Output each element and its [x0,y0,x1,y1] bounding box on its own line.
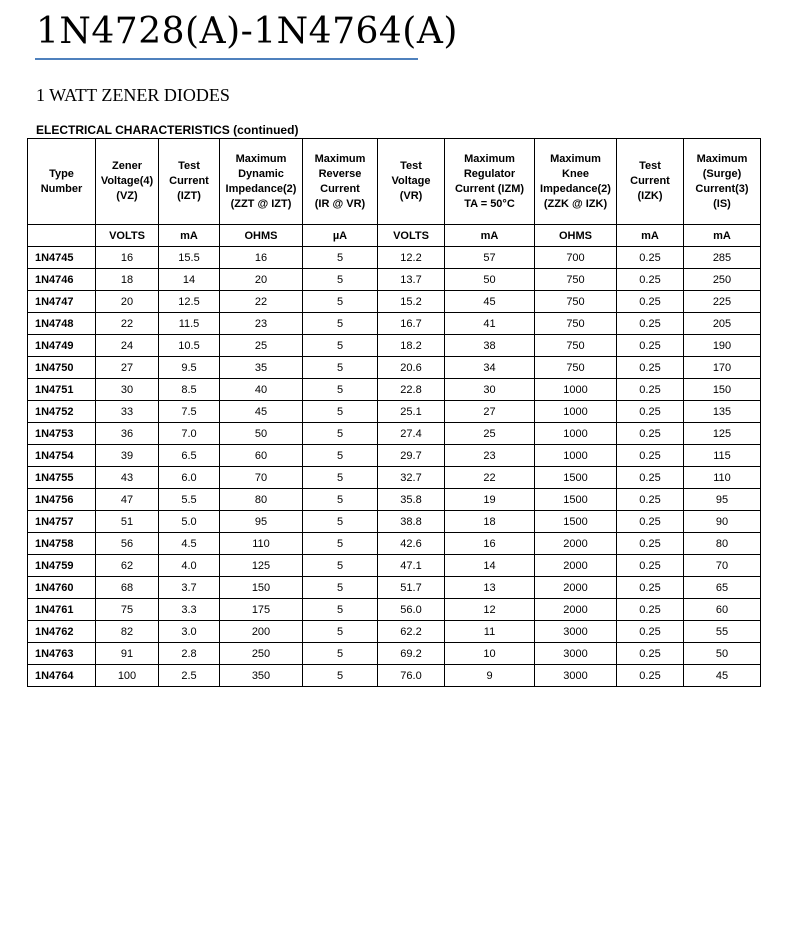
cell-max-dynamic-impedance: 110 [220,533,303,555]
cell-max-dynamic-impedance: 250 [220,643,303,665]
cell-test-current: 10.5 [159,335,220,357]
unit-cell: mA [684,225,761,247]
cell-max-knee-impedance: 3000 [535,643,617,665]
cell-max-regulator-current: 11 [445,621,535,643]
cell-zener-voltage: 18 [96,269,159,291]
electrical-characteristics-table [27,138,761,687]
cell-max-dynamic-impedance: 50 [220,423,303,445]
cell-test-current: 3.7 [159,577,220,599]
cell-type-number: 1N4754 [28,445,96,467]
cell-max-knee-impedance: 750 [535,335,617,357]
cell-type-number: 1N4755 [28,467,96,489]
units-row [28,225,761,247]
cell-max-dynamic-impedance: 22 [220,291,303,313]
cell-zener-voltage: 24 [96,335,159,357]
cell-max-reverse-current: 5 [303,247,378,269]
cell-max-reverse-current: 5 [303,423,378,445]
cell-max-dynamic-impedance: 125 [220,555,303,577]
cell-max-dynamic-impedance: 16 [220,247,303,269]
header-max-dynamic-impedance: Maximum Dynamic Impedance(2) (ZZT @ IZT) [220,139,303,225]
cell-max-reverse-current: 5 [303,313,378,335]
cell-test-current-izk: 0.25 [617,643,684,665]
cell-max-reverse-current: 5 [303,335,378,357]
cell-type-number: 1N4753 [28,423,96,445]
cell-test-voltage: 56.0 [378,599,445,621]
cell-test-current-izk: 0.25 [617,489,684,511]
cell-test-current: 9.5 [159,357,220,379]
cell-test-voltage: 13.7 [378,269,445,291]
cell-type-number: 1N4748 [28,313,96,335]
cell-max-reverse-current: 5 [303,401,378,423]
cell-max-regulator-current: 22 [445,467,535,489]
cell-test-current: 15.5 [159,247,220,269]
header-test-current-izk: Test Current (IZK) [617,139,684,225]
cell-test-current: 3.0 [159,621,220,643]
cell-zener-voltage: 68 [96,577,159,599]
cell-test-current: 12.5 [159,291,220,313]
cell-max-knee-impedance: 3000 [535,621,617,643]
table-row [28,357,761,379]
cell-test-current: 7.5 [159,401,220,423]
cell-max-surge-current: 125 [684,423,761,445]
cell-test-voltage: 25.1 [378,401,445,423]
cell-max-regulator-current: 12 [445,599,535,621]
cell-test-voltage: 69.2 [378,643,445,665]
cell-max-knee-impedance: 1000 [535,379,617,401]
cell-zener-voltage: 62 [96,555,159,577]
table-row [28,423,761,445]
header-max-surge-current: Maximum (Surge) Current(3) (IS) [684,139,761,225]
cell-max-knee-impedance: 1500 [535,489,617,511]
table-body [28,247,761,687]
table-row [28,621,761,643]
cell-max-reverse-current: 5 [303,599,378,621]
cell-max-surge-current: 150 [684,379,761,401]
cell-max-surge-current: 65 [684,577,761,599]
header-type-number: Type Number [28,139,96,225]
table-row [28,467,761,489]
cell-max-reverse-current: 5 [303,555,378,577]
cell-test-current: 6.5 [159,445,220,467]
cell-max-regulator-current: 9 [445,665,535,687]
cell-max-surge-current: 225 [684,291,761,313]
cell-type-number: 1N4761 [28,599,96,621]
cell-max-regulator-current: 38 [445,335,535,357]
cell-max-surge-current: 45 [684,665,761,687]
cell-max-surge-current: 90 [684,511,761,533]
cell-type-number: 1N4747 [28,291,96,313]
cell-test-voltage: 76.0 [378,665,445,687]
cell-zener-voltage: 43 [96,467,159,489]
cell-test-voltage: 12.2 [378,247,445,269]
section-label: ELECTRICAL CHARACTERISTICS (continued) [36,123,299,137]
cell-max-reverse-current: 5 [303,291,378,313]
cell-max-dynamic-impedance: 200 [220,621,303,643]
cell-type-number: 1N4760 [28,577,96,599]
unit-cell: mA [617,225,684,247]
cell-max-reverse-current: 5 [303,511,378,533]
cell-max-knee-impedance: 2000 [535,577,617,599]
cell-test-current-izk: 0.25 [617,357,684,379]
cell-zener-voltage: 33 [96,401,159,423]
page-subtitle: 1 WATT ZENER DIODES [36,85,230,105]
cell-type-number: 1N4763 [28,643,96,665]
cell-max-regulator-current: 30 [445,379,535,401]
cell-test-current-izk: 0.25 [617,511,684,533]
cell-max-knee-impedance: 1500 [535,511,617,533]
cell-zener-voltage: 16 [96,247,159,269]
cell-test-current-izk: 0.25 [617,379,684,401]
cell-max-dynamic-impedance: 150 [220,577,303,599]
cell-max-knee-impedance: 2000 [535,555,617,577]
cell-zener-voltage: 100 [96,665,159,687]
cell-test-voltage: 42.6 [378,533,445,555]
cell-type-number: 1N4752 [28,401,96,423]
cell-test-current: 11.5 [159,313,220,335]
table-row [28,665,761,687]
cell-test-current: 2.8 [159,643,220,665]
cell-test-current-izk: 0.25 [617,577,684,599]
cell-max-knee-impedance: 1000 [535,401,617,423]
header-zener-voltage: Zener Voltage(4) (VZ) [96,139,159,225]
unit-cell [28,225,96,247]
unit-cell: VOLTS [96,225,159,247]
cell-max-reverse-current: 5 [303,665,378,687]
cell-max-regulator-current: 25 [445,423,535,445]
cell-type-number: 1N4749 [28,335,96,357]
cell-test-voltage: 18.2 [378,335,445,357]
cell-zener-voltage: 51 [96,511,159,533]
cell-max-regulator-current: 10 [445,643,535,665]
cell-test-current: 7.0 [159,423,220,445]
cell-max-dynamic-impedance: 175 [220,599,303,621]
cell-max-surge-current: 80 [684,533,761,555]
table-row [28,269,761,291]
cell-zener-voltage: 75 [96,599,159,621]
table-row [28,445,761,467]
cell-test-current: 6.0 [159,467,220,489]
cell-max-knee-impedance: 750 [535,291,617,313]
cell-test-current-izk: 0.25 [617,291,684,313]
cell-max-dynamic-impedance: 80 [220,489,303,511]
table-row [28,533,761,555]
cell-max-knee-impedance: 1000 [535,445,617,467]
cell-zener-voltage: 47 [96,489,159,511]
unit-cell: mA [159,225,220,247]
cell-max-regulator-current: 57 [445,247,535,269]
cell-zener-voltage: 56 [96,533,159,555]
cell-type-number: 1N4751 [28,379,96,401]
cell-max-regulator-current: 18 [445,511,535,533]
cell-max-dynamic-impedance: 40 [220,379,303,401]
cell-test-current: 4.5 [159,533,220,555]
cell-max-regulator-current: 16 [445,533,535,555]
cell-max-reverse-current: 5 [303,643,378,665]
cell-max-surge-current: 285 [684,247,761,269]
cell-max-dynamic-impedance: 60 [220,445,303,467]
cell-max-reverse-current: 5 [303,489,378,511]
cell-max-regulator-current: 34 [445,357,535,379]
cell-test-current: 4.0 [159,555,220,577]
cell-test-current: 2.5 [159,665,220,687]
cell-max-surge-current: 70 [684,555,761,577]
cell-test-current: 5.5 [159,489,220,511]
cell-max-surge-current: 50 [684,643,761,665]
cell-max-knee-impedance: 750 [535,269,617,291]
cell-max-regulator-current: 19 [445,489,535,511]
cell-max-knee-impedance: 2000 [535,533,617,555]
cell-max-regulator-current: 14 [445,555,535,577]
cell-type-number: 1N4750 [28,357,96,379]
cell-test-current: 8.5 [159,379,220,401]
cell-zener-voltage: 22 [96,313,159,335]
cell-max-surge-current: 205 [684,313,761,335]
cell-max-dynamic-impedance: 25 [220,335,303,357]
cell-test-voltage: 15.2 [378,291,445,313]
cell-max-regulator-current: 23 [445,445,535,467]
cell-test-voltage: 47.1 [378,555,445,577]
cell-max-knee-impedance: 3000 [535,665,617,687]
unit-cell: µA [303,225,378,247]
cell-test-voltage: 27.4 [378,423,445,445]
cell-max-reverse-current: 5 [303,577,378,599]
cell-max-dynamic-impedance: 45 [220,401,303,423]
cell-max-reverse-current: 5 [303,379,378,401]
title-underline [35,58,418,60]
header-test-current: Test Current (IZT) [159,139,220,225]
table-row [28,577,761,599]
cell-test-current-izk: 0.25 [617,269,684,291]
cell-test-voltage: 32.7 [378,467,445,489]
cell-max-regulator-current: 50 [445,269,535,291]
cell-test-current-izk: 0.25 [617,401,684,423]
cell-max-dynamic-impedance: 70 [220,467,303,489]
cell-zener-voltage: 36 [96,423,159,445]
cell-zener-voltage: 30 [96,379,159,401]
cell-max-regulator-current: 41 [445,313,535,335]
cell-zener-voltage: 82 [96,621,159,643]
cell-max-reverse-current: 5 [303,269,378,291]
cell-type-number: 1N4756 [28,489,96,511]
table-row [28,291,761,313]
unit-cell: mA [445,225,535,247]
cell-max-surge-current: 190 [684,335,761,357]
page-title: 1N4728(A)-1N4764(A) [36,11,458,52]
cell-max-dynamic-impedance: 35 [220,357,303,379]
cell-test-current-izk: 0.25 [617,445,684,467]
cell-test-current-izk: 0.25 [617,423,684,445]
cell-max-regulator-current: 45 [445,291,535,313]
cell-max-surge-current: 135 [684,401,761,423]
table-row [28,489,761,511]
header-test-voltage: Test Voltage (VR) [378,139,445,225]
cell-max-regulator-current: 27 [445,401,535,423]
cell-test-current-izk: 0.25 [617,335,684,357]
cell-max-knee-impedance: 700 [535,247,617,269]
cell-test-current-izk: 0.25 [617,467,684,489]
cell-max-regulator-current: 13 [445,577,535,599]
table-row [28,247,761,269]
table-row [28,599,761,621]
cell-test-current-izk: 0.25 [617,247,684,269]
cell-max-surge-current: 170 [684,357,761,379]
cell-zener-voltage: 27 [96,357,159,379]
cell-test-voltage: 16.7 [378,313,445,335]
cell-max-reverse-current: 5 [303,445,378,467]
cell-zener-voltage: 39 [96,445,159,467]
cell-test-voltage: 29.7 [378,445,445,467]
cell-test-voltage: 51.7 [378,577,445,599]
unit-cell: OHMS [220,225,303,247]
cell-max-surge-current: 110 [684,467,761,489]
cell-max-surge-current: 60 [684,599,761,621]
cell-type-number: 1N4764 [28,665,96,687]
cell-max-reverse-current: 5 [303,467,378,489]
unit-cell: OHMS [535,225,617,247]
cell-max-knee-impedance: 2000 [535,599,617,621]
cell-test-current-izk: 0.25 [617,599,684,621]
cell-type-number: 1N4758 [28,533,96,555]
table-row [28,379,761,401]
cell-zener-voltage: 20 [96,291,159,313]
table-row [28,313,761,335]
table-row [28,643,761,665]
cell-test-current-izk: 0.25 [617,665,684,687]
cell-type-number: 1N4745 [28,247,96,269]
cell-max-knee-impedance: 750 [535,313,617,335]
cell-max-surge-current: 55 [684,621,761,643]
cell-test-current: 5.0 [159,511,220,533]
cell-zener-voltage: 91 [96,643,159,665]
cell-max-surge-current: 95 [684,489,761,511]
cell-max-dynamic-impedance: 95 [220,511,303,533]
cell-max-surge-current: 250 [684,269,761,291]
cell-test-current-izk: 0.25 [617,313,684,335]
cell-type-number: 1N4757 [28,511,96,533]
header-max-knee-impedance: Maximum Knee Impedance(2) (ZZK @ IZK) [535,139,617,225]
cell-test-current-izk: 0.25 [617,621,684,643]
cell-max-knee-impedance: 750 [535,357,617,379]
cell-test-voltage: 20.6 [378,357,445,379]
cell-max-dynamic-impedance: 350 [220,665,303,687]
cell-max-reverse-current: 5 [303,621,378,643]
cell-max-dynamic-impedance: 20 [220,269,303,291]
cell-test-voltage: 38.8 [378,511,445,533]
header-max-regulator-current: Maximum Regulator Current (IZM) TA = 50°C [445,139,535,225]
unit-cell: VOLTS [378,225,445,247]
cell-test-current: 14 [159,269,220,291]
cell-type-number: 1N4746 [28,269,96,291]
cell-max-knee-impedance: 1000 [535,423,617,445]
cell-type-number: 1N4759 [28,555,96,577]
table-row [28,401,761,423]
cell-max-surge-current: 115 [684,445,761,467]
cell-test-voltage: 22.8 [378,379,445,401]
header-max-reverse-current: Maximum Reverse Current (IR @ VR) [303,139,378,225]
table-row [28,335,761,357]
cell-test-current: 3.3 [159,599,220,621]
cell-test-current-izk: 0.25 [617,533,684,555]
header-row [28,139,761,225]
cell-max-reverse-current: 5 [303,533,378,555]
cell-test-current-izk: 0.25 [617,555,684,577]
cell-max-reverse-current: 5 [303,357,378,379]
cell-test-voltage: 35.8 [378,489,445,511]
cell-max-dynamic-impedance: 23 [220,313,303,335]
cell-type-number: 1N4762 [28,621,96,643]
table-row [28,511,761,533]
cell-test-voltage: 62.2 [378,621,445,643]
table-row [28,555,761,577]
cell-max-knee-impedance: 1500 [535,467,617,489]
